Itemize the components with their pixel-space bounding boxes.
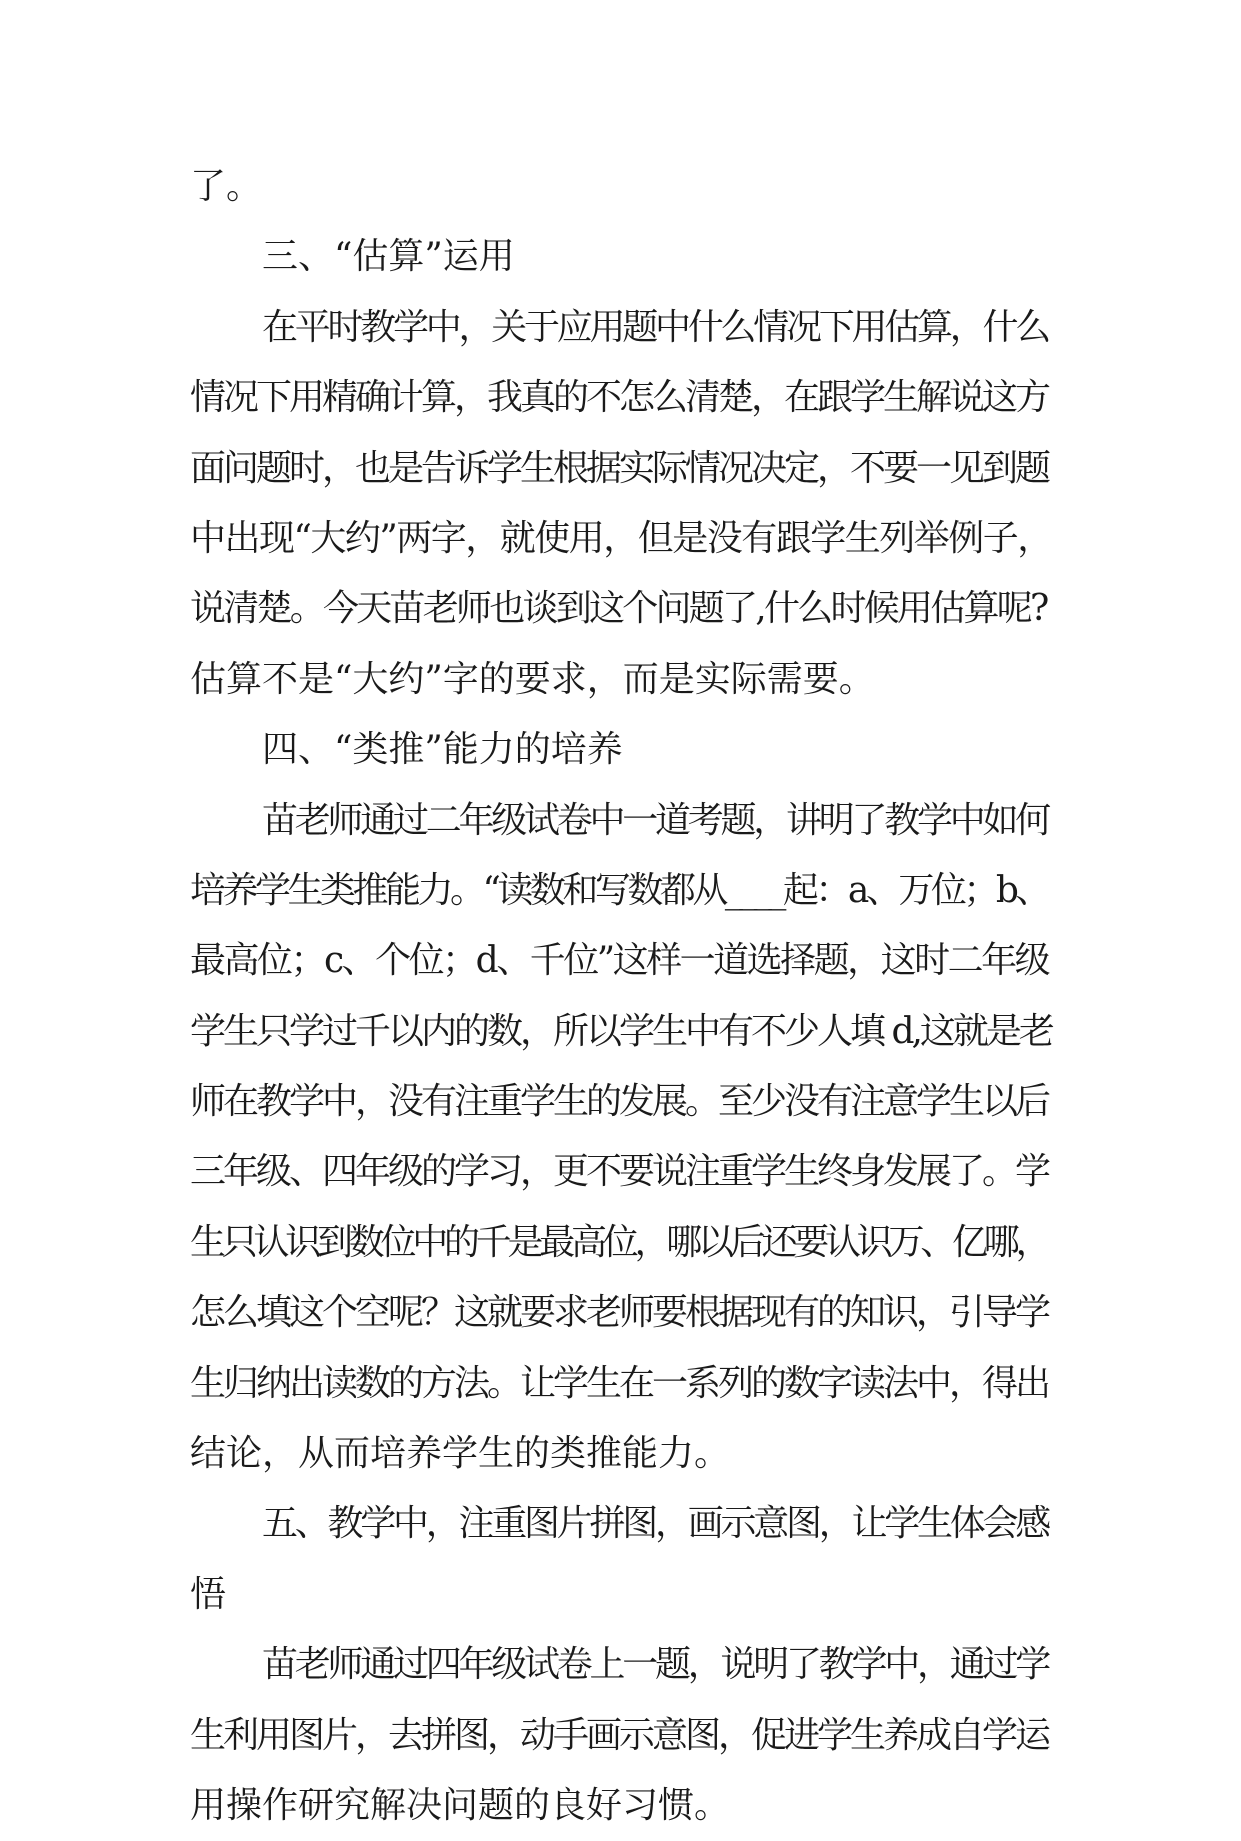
text-line: 苗老师通过四年级试卷上一题，说明了教学中，通过学 — [262, 1644, 1049, 1686]
text-line: 在平时教学中，关于应用题中什么情况下用估算，什么 — [262, 306, 1049, 348]
text-line: 生归纳出读数的方法。让学生在一系列的数字读法中，得出 — [190, 1362, 1049, 1404]
section-heading-estimation: 三、“估算”运用 — [262, 236, 515, 278]
text-line: 说清楚。今天苗老师也谈到这个问题了,什么时候用估算呢? — [190, 588, 1047, 630]
text-line: 悟 — [190, 1573, 227, 1615]
text-line: 师在教学中，没有注重学生的发展。至少没有注意学生以后 — [190, 1081, 1049, 1123]
text-line: 生只认识到数位中的千是最高位，哪以后还要认识万、亿哪， — [190, 1221, 1048, 1263]
text-line: 中出现“大约”两字，就使用，但是没有跟学生列举例子， — [190, 517, 1052, 559]
text-line: 三年级、四年级的学习，更不要说注重学生终身发展了。学 — [190, 1151, 1049, 1193]
text-line: 最高位；c、个位；d、千位”这样一道选择题，这时二年级 — [190, 940, 1049, 982]
text-line: 学生只学过千以内的数，所以学生中有不少人填 d,这就是老 — [190, 1010, 1052, 1052]
text-line: 情况下用精确计算，我真的不怎么清楚，在跟学生解说这方 — [190, 377, 1049, 419]
text-line: 培养学生类推能力。“读数和写数都从____起：a、万位；b、 — [190, 869, 1048, 911]
text-line: 用操作研究解决问题的良好习惯。 — [190, 1784, 731, 1826]
text-line: 结论，从而培养学生的类推能力。 — [190, 1433, 731, 1475]
text-line: 苗老师通过二年级试卷中一道考题，讲明了教学中如何 — [262, 799, 1049, 841]
section-heading-pictures: 五、教学中，注重图片拼图，画示意图，让学生体会感 — [262, 1503, 1049, 1545]
document-body — [190, 152, 1052, 1841]
text-line: 怎么填这个空呢？这就要求老师要根据现有的知识，引导学 — [190, 1292, 1049, 1334]
text-line: 面问题时，也是告诉学生根据实际情况决定，不要一见到题 — [190, 447, 1049, 489]
text-line: 生利用图片，去拼图，动手画示意图，促进学生养成自学运 — [190, 1714, 1049, 1756]
section-heading-analogy: 四、“类推”能力的培养 — [262, 729, 623, 771]
text-line: 估算不是“大约”字的要求，而是实际需要。 — [190, 658, 875, 700]
text-line: 了。 — [190, 166, 263, 207]
